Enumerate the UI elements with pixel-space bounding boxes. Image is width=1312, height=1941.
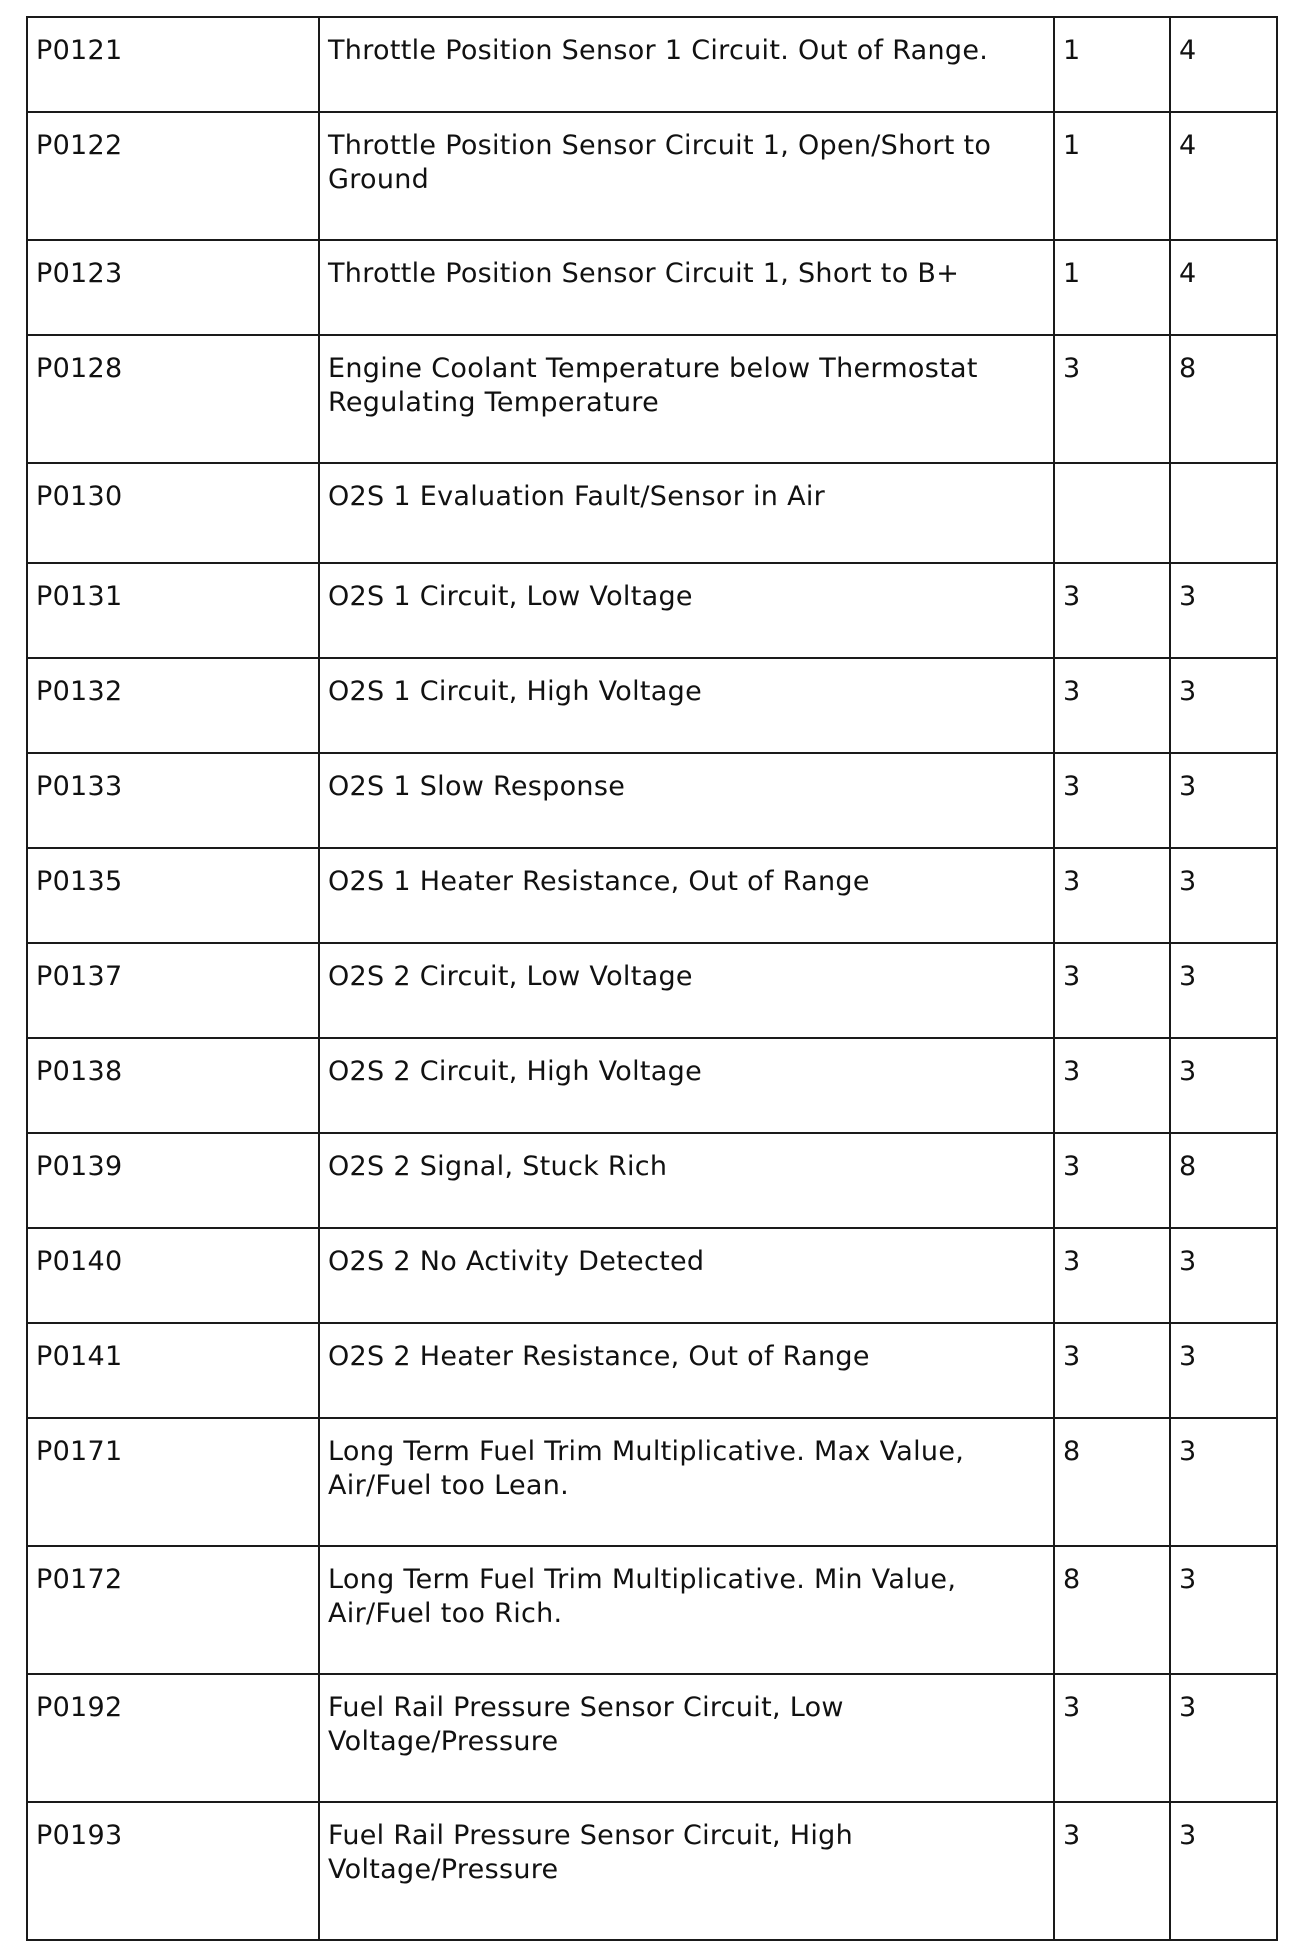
dtc-value-cell-4: 3 <box>1170 1038 1277 1133</box>
dtc-code-cell: P0133 <box>27 753 319 848</box>
dtc-value-cell-4: 4 <box>1170 240 1277 335</box>
dtc-value-cell-4: 4 <box>1170 17 1277 112</box>
dtc-description-cell: Long Term Fuel Trim Multiplicative. Min Value, Air/Fuel too Rich. <box>319 1546 1054 1674</box>
dtc-value-cell-4: 3 <box>1170 1674 1277 1802</box>
dtc-value-cell-3: 3 <box>1054 1802 1170 1940</box>
dtc-value-cell-3: 3 <box>1054 1133 1170 1228</box>
dtc-code-cell: P0130 <box>27 463 319 563</box>
dtc-value-cell-4: 3 <box>1170 848 1277 943</box>
table-row <box>27 240 1277 335</box>
table-row <box>27 753 1277 848</box>
dtc-table <box>26 16 1278 1941</box>
dtc-code-cell: P0123 <box>27 240 319 335</box>
dtc-value-cell-3: 3 <box>1054 1228 1170 1323</box>
table-row <box>27 1674 1277 1802</box>
dtc-value-cell-3: 3 <box>1054 658 1170 753</box>
dtc-code-cell: P0121 <box>27 17 319 112</box>
dtc-value-cell-3: 3 <box>1054 563 1170 658</box>
dtc-code-cell: P0132 <box>27 658 319 753</box>
table-row <box>27 1418 1277 1546</box>
dtc-value-cell-3: 8 <box>1054 1546 1170 1674</box>
dtc-value-cell-4 <box>1170 463 1277 563</box>
dtc-value-cell-4: 3 <box>1170 1418 1277 1546</box>
dtc-description-cell: Fuel Rail Pressure Sensor Circuit, Low Voltage/Pressure <box>319 1674 1054 1802</box>
dtc-code-cell: P0128 <box>27 335 319 463</box>
dtc-value-cell-3: 3 <box>1054 943 1170 1038</box>
dtc-value-cell-4: 8 <box>1170 335 1277 463</box>
dtc-value-cell-3: 3 <box>1054 1674 1170 1802</box>
table-row <box>27 1228 1277 1323</box>
dtc-value-cell-3: 3 <box>1054 848 1170 943</box>
table-row <box>27 848 1277 943</box>
dtc-code-cell: P0141 <box>27 1323 319 1418</box>
table-row <box>27 658 1277 753</box>
dtc-code-cell: P0140 <box>27 1228 319 1323</box>
dtc-value-cell-3: 3 <box>1054 753 1170 848</box>
dtc-value-cell-4: 3 <box>1170 1546 1277 1674</box>
dtc-value-cell-4: 3 <box>1170 658 1277 753</box>
dtc-description-cell: O2S 1 Slow Response <box>319 753 1054 848</box>
dtc-description-cell: O2S 1 Circuit, Low Voltage <box>319 563 1054 658</box>
table-row <box>27 112 1277 240</box>
dtc-code-cell: P0172 <box>27 1546 319 1674</box>
table-row <box>27 17 1277 112</box>
dtc-description-cell: O2S 2 Circuit, High Voltage <box>319 1038 1054 1133</box>
table-row <box>27 1802 1277 1940</box>
dtc-code-cell: P0131 <box>27 563 319 658</box>
dtc-value-cell-4: 3 <box>1170 1323 1277 1418</box>
dtc-value-cell-4: 3 <box>1170 943 1277 1038</box>
dtc-value-cell-3: 3 <box>1054 1038 1170 1133</box>
dtc-code-cell: P0137 <box>27 943 319 1038</box>
dtc-code-cell: P0135 <box>27 848 319 943</box>
table-row <box>27 943 1277 1038</box>
table-row <box>27 563 1277 658</box>
dtc-value-cell-4: 3 <box>1170 753 1277 848</box>
dtc-value-cell-3: 3 <box>1054 1323 1170 1418</box>
dtc-description-cell: O2S 1 Heater Resistance, Out of Range <box>319 848 1054 943</box>
dtc-code-cell: P0122 <box>27 112 319 240</box>
dtc-code-cell: P0138 <box>27 1038 319 1133</box>
dtc-description-cell: O2S 2 Heater Resistance, Out of Range <box>319 1323 1054 1418</box>
dtc-value-cell-3: 3 <box>1054 335 1170 463</box>
dtc-code-cell: P0193 <box>27 1802 319 1940</box>
dtc-description-cell: O2S 2 No Activity Detected <box>319 1228 1054 1323</box>
dtc-description-cell: O2S 1 Evaluation Fault/Sensor in Air <box>319 463 1054 563</box>
dtc-value-cell-4: 3 <box>1170 1802 1277 1940</box>
dtc-description-cell: Engine Coolant Temperature below Thermostat Regulating Temperature <box>319 335 1054 463</box>
dtc-value-cell-4: 3 <box>1170 563 1277 658</box>
dtc-value-cell-4: 3 <box>1170 1228 1277 1323</box>
dtc-description-cell: Fuel Rail Pressure Sensor Circuit, High Voltage/Pressure <box>319 1802 1054 1940</box>
dtc-description-cell: O2S 2 Signal, Stuck Rich <box>319 1133 1054 1228</box>
dtc-description-cell: Long Term Fuel Trim Multiplicative. Max Value, Air/Fuel too Lean. <box>319 1418 1054 1546</box>
dtc-description-cell: Throttle Position Sensor Circuit 1, Short to B+ <box>319 240 1054 335</box>
table-row <box>27 1546 1277 1674</box>
dtc-value-cell-4: 8 <box>1170 1133 1277 1228</box>
dtc-value-cell-3: 1 <box>1054 112 1170 240</box>
table-row <box>27 1133 1277 1228</box>
dtc-value-cell-3 <box>1054 463 1170 563</box>
dtc-value-cell-3: 1 <box>1054 240 1170 335</box>
table-row <box>27 1038 1277 1133</box>
table-row <box>27 335 1277 463</box>
dtc-value-cell-3: 8 <box>1054 1418 1170 1546</box>
dtc-description-cell: Throttle Position Sensor Circuit 1, Open/Short to Ground <box>319 112 1054 240</box>
dtc-value-cell-3: 1 <box>1054 17 1170 112</box>
dtc-description-cell: O2S 2 Circuit, Low Voltage <box>319 943 1054 1038</box>
dtc-value-cell-4: 4 <box>1170 112 1277 240</box>
dtc-description-cell: Throttle Position Sensor 1 Circuit. Out of Range. <box>319 17 1054 112</box>
dtc-code-cell: P0139 <box>27 1133 319 1228</box>
table-row <box>27 463 1277 563</box>
dtc-code-cell: P0192 <box>27 1674 319 1802</box>
dtc-code-cell: P0171 <box>27 1418 319 1546</box>
table-row <box>27 1323 1277 1418</box>
dtc-description-cell: O2S 1 Circuit, High Voltage <box>319 658 1054 753</box>
